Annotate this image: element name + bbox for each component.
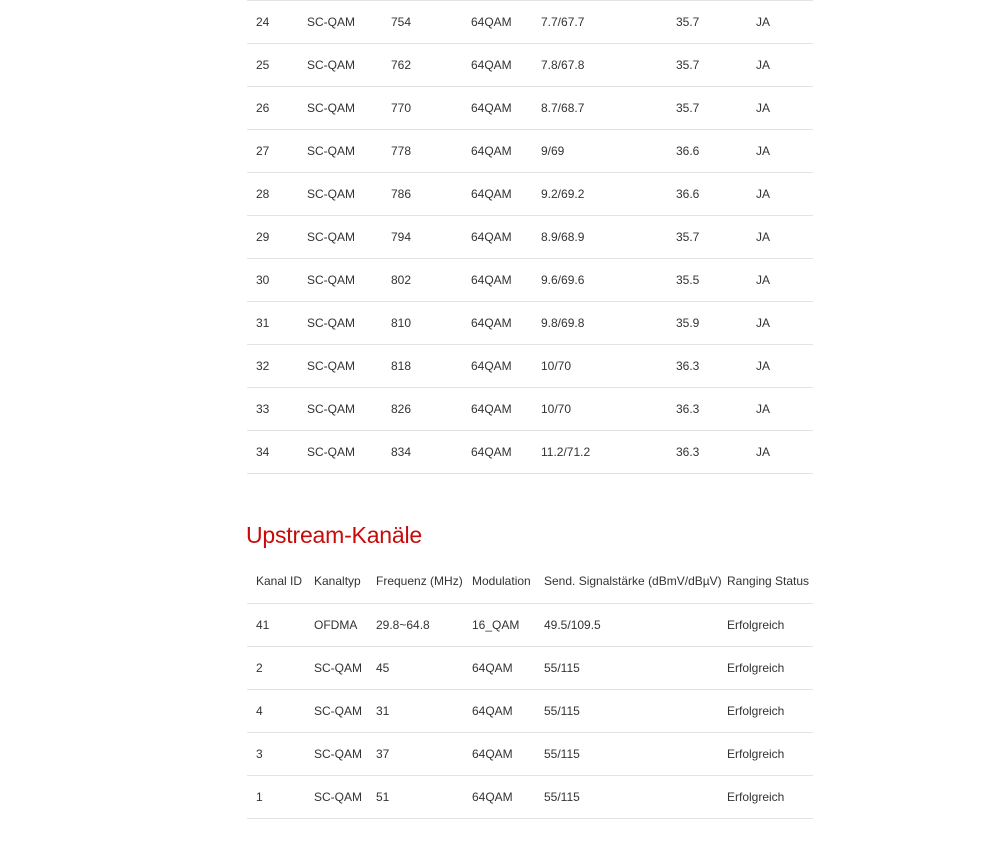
cell-send-power: 49.5/109.5	[544, 603, 727, 646]
cell-locked-status: JA	[756, 388, 813, 431]
cell-channel-type: OFDMA	[314, 603, 376, 646]
cell-channel-id: 29	[247, 216, 307, 259]
table-row	[247, 44, 813, 87]
cell-channel-id: 32	[247, 345, 307, 388]
cell-channel-id: 28	[247, 173, 307, 216]
upstream-table-body	[247, 603, 813, 818]
cell-modulation: 64QAM	[471, 44, 541, 87]
cell-snr: 36.3	[676, 431, 756, 474]
cell-snr: 36.3	[676, 345, 756, 388]
cell-channel-id: 34	[247, 431, 307, 474]
cell-frequency: 818	[391, 345, 471, 388]
cell-channel-type: SC-QAM	[307, 345, 391, 388]
table-row	[247, 775, 813, 818]
cell-locked-status: JA	[756, 216, 813, 259]
cell-send-power: 55/115	[544, 646, 727, 689]
table-row	[247, 1, 813, 44]
column-header-ranging-status: Ranging Status	[727, 560, 813, 603]
cell-modulation: 64QAM	[471, 259, 541, 302]
cell-locked-status: JA	[756, 345, 813, 388]
cell-frequency: 45	[376, 646, 472, 689]
cell-frequency: 810	[391, 302, 471, 345]
cell-frequency: 802	[391, 259, 471, 302]
downstream-table	[247, 0, 813, 474]
cell-modulation: 64QAM	[471, 130, 541, 173]
cell-frequency: 762	[391, 44, 471, 87]
cell-channel-id: 27	[247, 130, 307, 173]
cell-channel-type: SC-QAM	[307, 1, 391, 44]
table-row	[247, 388, 813, 431]
cell-frequency: 31	[376, 689, 472, 732]
cell-snr: 36.3	[676, 388, 756, 431]
cell-channel-type: SC-QAM	[307, 44, 391, 87]
cell-frequency: 786	[391, 173, 471, 216]
cell-channel-id: 31	[247, 302, 307, 345]
cell-modulation: 64QAM	[471, 345, 541, 388]
cell-send-power: 55/115	[544, 775, 727, 818]
cell-frequency: 834	[391, 431, 471, 474]
cell-frequency: 29.8~64.8	[376, 603, 472, 646]
cell-channel-id: 1	[247, 775, 314, 818]
cell-modulation: 16_QAM	[472, 603, 544, 646]
column-header-channel-id: Kanal ID	[247, 560, 314, 603]
cell-locked-status: JA	[756, 44, 813, 87]
cell-power-level: 9/69	[541, 130, 676, 173]
cell-channel-id: 41	[247, 603, 314, 646]
cell-power-level: 8.7/68.7	[541, 87, 676, 130]
cell-power-level: 11.2/71.2	[541, 431, 676, 474]
cell-channel-type: SC-QAM	[307, 216, 391, 259]
cell-locked-status: JA	[756, 173, 813, 216]
cell-power-level: 9.8/69.8	[541, 302, 676, 345]
cell-channel-type: SC-QAM	[307, 87, 391, 130]
upstream-header-row	[247, 560, 813, 603]
table-row	[247, 130, 813, 173]
table-row	[247, 173, 813, 216]
cell-modulation: 64QAM	[472, 775, 544, 818]
cell-frequency: 51	[376, 775, 472, 818]
cell-channel-type: SC-QAM	[307, 173, 391, 216]
cell-channel-id: 24	[247, 1, 307, 44]
cell-ranging-status: Erfolgreich	[727, 646, 813, 689]
cell-snr: 35.7	[676, 44, 756, 87]
cell-modulation: 64QAM	[471, 302, 541, 345]
cell-frequency: 754	[391, 1, 471, 44]
table-row	[247, 646, 813, 689]
table-row	[247, 302, 813, 345]
cell-modulation: 64QAM	[472, 689, 544, 732]
cell-snr: 35.5	[676, 259, 756, 302]
cell-snr: 35.7	[676, 1, 756, 44]
cell-modulation: 64QAM	[471, 1, 541, 44]
cell-power-level: 9.2/69.2	[541, 173, 676, 216]
cell-modulation: 64QAM	[471, 216, 541, 259]
cell-power-level: 10/70	[541, 345, 676, 388]
column-header-frequency: Frequenz (MHz)	[376, 560, 472, 603]
cell-ranging-status: Erfolgreich	[727, 732, 813, 775]
cell-channel-type: SC-QAM	[307, 130, 391, 173]
upstream-section	[247, 560, 813, 819]
cell-channel-id: 2	[247, 646, 314, 689]
cell-locked-status: JA	[756, 259, 813, 302]
cell-modulation: 64QAM	[472, 732, 544, 775]
cell-snr: 35.7	[676, 216, 756, 259]
cell-ranging-status: Erfolgreich	[727, 689, 813, 732]
cell-power-level: 9.6/69.6	[541, 259, 676, 302]
cell-channel-type: SC-QAM	[307, 302, 391, 345]
column-header-modulation: Modulation	[472, 560, 544, 603]
table-row	[247, 216, 813, 259]
cell-modulation: 64QAM	[471, 87, 541, 130]
cell-channel-type: SC-QAM	[307, 431, 391, 474]
cell-modulation: 64QAM	[472, 646, 544, 689]
cell-channel-id: 25	[247, 44, 307, 87]
table-row	[247, 345, 813, 388]
cell-ranging-status: Erfolgreich	[727, 775, 813, 818]
cell-channel-id: 33	[247, 388, 307, 431]
table-row	[247, 603, 813, 646]
cell-channel-type: SC-QAM	[314, 689, 376, 732]
cell-modulation: 64QAM	[471, 388, 541, 431]
table-row	[247, 87, 813, 130]
column-header-send-power: Send. Signalstärke (dBmV/dBµV)	[544, 560, 727, 603]
downstream-table-body	[247, 1, 813, 474]
table-row	[247, 259, 813, 302]
cell-send-power: 55/115	[544, 732, 727, 775]
table-row	[247, 431, 813, 474]
cell-send-power: 55/115	[544, 689, 727, 732]
cell-modulation: 64QAM	[471, 431, 541, 474]
cell-locked-status: JA	[756, 1, 813, 44]
cell-frequency: 770	[391, 87, 471, 130]
cell-channel-id: 30	[247, 259, 307, 302]
cell-frequency: 794	[391, 216, 471, 259]
table-row	[247, 732, 813, 775]
cell-locked-status: JA	[756, 87, 813, 130]
cell-channel-type: SC-QAM	[314, 732, 376, 775]
cell-locked-status: JA	[756, 431, 813, 474]
cell-ranging-status: Erfolgreich	[727, 603, 813, 646]
cell-snr: 35.9	[676, 302, 756, 345]
cell-power-level: 10/70	[541, 388, 676, 431]
downstream-section	[247, 0, 813, 474]
cell-channel-type: SC-QAM	[307, 259, 391, 302]
upstream-section-title: Upstream-Kanäle	[246, 522, 422, 548]
cell-frequency: 37	[376, 732, 472, 775]
cell-snr: 35.7	[676, 87, 756, 130]
cell-power-level: 7.8/67.8	[541, 44, 676, 87]
table-row	[247, 689, 813, 732]
cell-channel-type: SC-QAM	[307, 388, 391, 431]
cell-snr: 36.6	[676, 130, 756, 173]
cell-locked-status: JA	[756, 302, 813, 345]
cell-locked-status: JA	[756, 130, 813, 173]
cell-channel-id: 26	[247, 87, 307, 130]
cell-frequency: 778	[391, 130, 471, 173]
cell-channel-type: SC-QAM	[314, 775, 376, 818]
cell-power-level: 7.7/67.7	[541, 1, 676, 44]
cell-snr: 36.6	[676, 173, 756, 216]
cell-channel-type: SC-QAM	[314, 646, 376, 689]
column-header-channel-type: Kanaltyp	[314, 560, 376, 603]
cell-channel-id: 4	[247, 689, 314, 732]
cell-power-level: 8.9/68.9	[541, 216, 676, 259]
cell-frequency: 826	[391, 388, 471, 431]
cell-channel-id: 3	[247, 732, 314, 775]
upstream-table	[247, 560, 813, 819]
cell-modulation: 64QAM	[471, 173, 541, 216]
